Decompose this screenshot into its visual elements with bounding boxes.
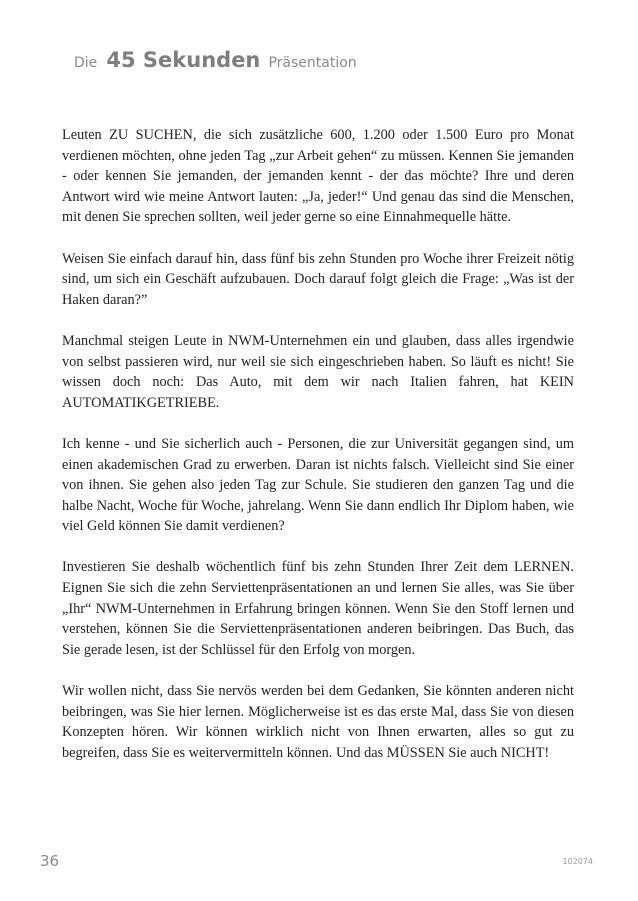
header-highlight: 45 Sekunden bbox=[106, 48, 261, 72]
paragraph: Ich kenne - und Sie sicherlich auch - Personen, die zur Universität gegangen sind, um einen akademischen Grad zu erwerben. Daran ist nichts falsch. Vielleicht sind Sie einer von ihnen. Sie gehen also jeden Tag zur Schule. Sie studieren den ganzen Tag und die halbe Nacht, Woche für Woche, jahrelang. Wenn Sie dann endlich Ihr Diplom haben, wie viel Geld können Sie damit verdienen? bbox=[62, 435, 574, 535]
paragraph: Manchmal steigen Leute in NWM-Unternehmen ein und glauben, dass alles irgendwie von selbst passieren wird, nur weil sie sich eingeschrieben haben. So läuft es nicht! Sie wissen doch noch: Das Auto, mit dem wir nach Italien fahren, hat KEIN AUTOMATIKGETRIEBE. bbox=[62, 332, 574, 411]
body-text bbox=[62, 125, 574, 784]
paragraph: Investieren Sie deshalb wöchentlich fünf bis zehn Stunden Ihrer Zeit dem LERNEN. Eignen Sie sich die zehn Serviettenpräsentationen an und lernen Sie alles, was Sie über „Ihr“ NWM-Unternehmen in Erfahrung bringen können. Wenn Sie den Stoff lernen und verstehen, können Sie die Serviettenpräsentationen anderen beibringen. Das Buch, das Sie gerade lesen, ist der Schlüssel für den Erfolg von morgen. bbox=[62, 559, 574, 658]
running-header bbox=[74, 48, 357, 72]
header-suffix: Präsentation bbox=[268, 55, 357, 71]
paragraph: Wir wollen nicht, dass Sie nervös werden bei dem Gedanken, Sie könnten anderen nicht beibringen, was Sie hier lernen. Möglicherweise ist es das erste Mal, dass Sie von diesen Konzepten hören. Wir können wirklich nicht von Ihnen erwarten, alles so gut zu begreifen, dass Sie es weitervermitteln können. Und das MÜSSEN Sie auch NICHT! bbox=[62, 683, 574, 761]
paragraph: Weisen Sie einfach darauf hin, dass fünf bis zehn Stunden pro Woche ihrer Freizeit nötig sind, um sich ein Geschäft aufzubauen. Doch darauf folgt gleich die Frage: „Was ist der Haken daran?” bbox=[62, 250, 574, 308]
paragraph: Leuten ZU SUCHEN, die sich zusätzliche 600, 1.200 oder 1.500 Euro pro Monat verdienen möchten, ohne jeden Tag „zur Arbeit gehen“ zu müssen. Kennen Sie jemanden - oder kennen Sie jemanden, der jemanden kennt - der das möchte? Ihre und deren Antwort wird wie meine Antwort lauten: „Ja, jeder!“ Und genau das sind die Menschen, mit denen Sie sprechen sollten, weil jeder gerne so eine Einnahmequelle hätte. bbox=[62, 127, 574, 226]
print-code: 102074 bbox=[562, 857, 593, 866]
page-number: 36 bbox=[40, 852, 60, 870]
header-prefix: Die bbox=[74, 55, 98, 71]
